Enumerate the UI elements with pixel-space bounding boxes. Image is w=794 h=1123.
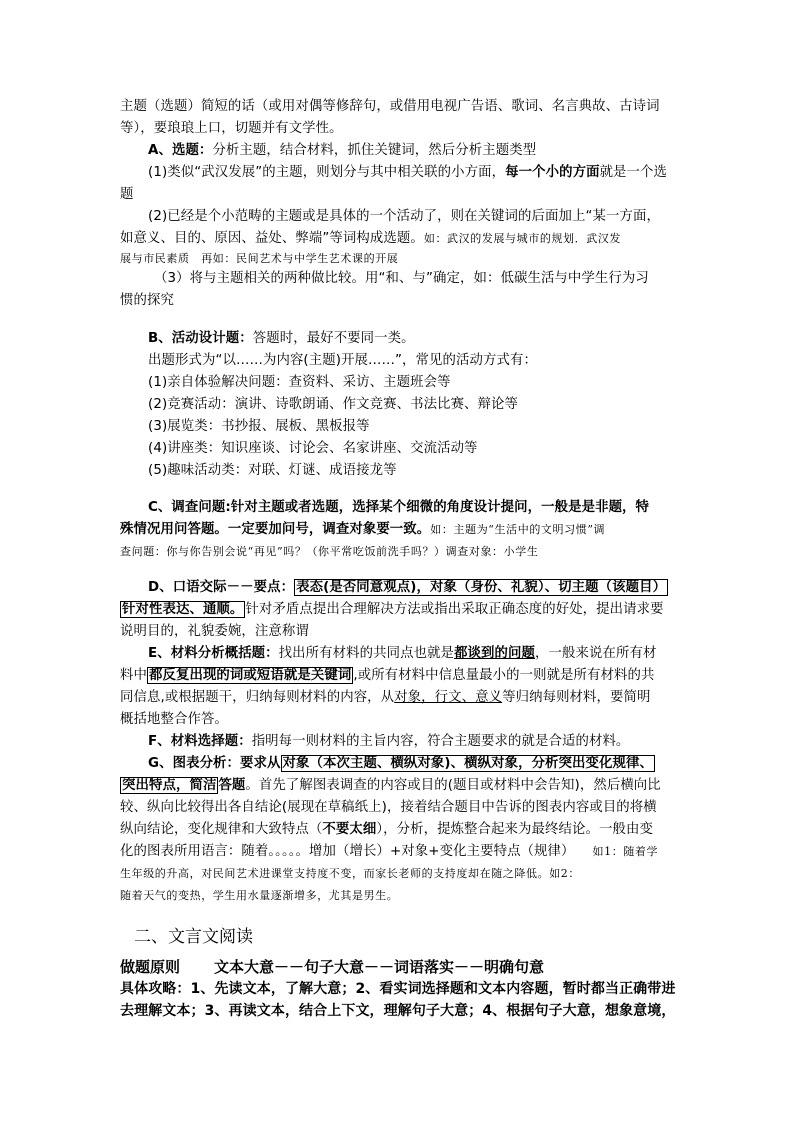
section-a-item-3-line-1: （3）将与主题相关的两种做比较。用“和、与”确定，如：低碳生活与中学生行为习 bbox=[154, 271, 649, 286]
section-g-title: G、图表分析：要求从 bbox=[148, 756, 281, 771]
g2-post: 。首先了解图表调查的内容或目的(题目或材料中会告知)，然后横向比 bbox=[245, 778, 661, 793]
c-example-cont: 查问题：你与你告别会说“再见”吗？（你平常吃饭前洗手吗？）调查对象：小学生 bbox=[120, 545, 539, 558]
section-e-line-1 bbox=[148, 643, 680, 665]
strategy-line-2: 去理解文本；3、再读文本，结合上下文，理解句子大意；4、根据句子大意，想象意境， bbox=[120, 1003, 676, 1019]
section-e-line-3 bbox=[120, 687, 680, 709]
section-a-title: A、选题： bbox=[148, 143, 213, 158]
section-d-line-1 bbox=[148, 577, 680, 599]
a1-post: 就是一个选 bbox=[599, 165, 668, 180]
e3-pre: 同信息,或根据题干，归纳每则材料的内容，从 bbox=[120, 690, 395, 705]
section-c-line-3 bbox=[120, 541, 680, 563]
section-c-line-1: C、调查问题:针对主题或者选题，选择某个细微的角度设计提问，一般是是非题，特 bbox=[148, 500, 650, 515]
section-b-item: (2)竞赛活动：演讲、诗歌朗诵、作文竞赛、书法比赛、辩论等 bbox=[148, 397, 519, 412]
section-f-title: F、材料选择题： bbox=[148, 734, 252, 749]
section-g-line-4 bbox=[120, 819, 680, 841]
intro-line-2: 等），要琅琅上口，切题并有文学性。 bbox=[120, 121, 343, 136]
section-b-text: 答题时，最好不要同一类。 bbox=[252, 331, 415, 346]
section-a-heading bbox=[148, 140, 680, 162]
section-d-line-2 bbox=[120, 599, 680, 621]
a1-bold: 每一个小的方面 bbox=[505, 165, 600, 180]
section-b-item: (5)趣味活动类：对联、灯谜、成语接龙等 bbox=[148, 463, 397, 478]
a1-pre: (1)类似“武汉发展”的主题，则划分与其中相关联的小方面， bbox=[148, 165, 506, 180]
g-boxed-2: 突出特点，简洁 bbox=[122, 778, 217, 793]
section-a-item-1 bbox=[148, 162, 680, 184]
principle-label: 做题原则 bbox=[120, 958, 181, 976]
section-b-item: (3)展览类：书抄报、展板、黑板报等 bbox=[148, 419, 370, 434]
section-b-intro: 出题形式为“以……为内容(主题)开展……”，常见的活动方式有： bbox=[148, 353, 537, 368]
g5-example: 如1：随着学 bbox=[592, 845, 659, 858]
section-b-item: (4)讲座类：知识座谈、讨论会、名家讲座、交流活动等 bbox=[148, 441, 478, 456]
g-boxed-1: 对象（本次主题、横纵对象)、横纵对象，分析突出变化规律、 bbox=[282, 756, 653, 771]
section-d-line-3: 说明目的，礼貌委婉，注意称谓 bbox=[120, 624, 309, 639]
principle-text: 文本大意－－句子大意－－词语落实－－明确句意 bbox=[214, 958, 545, 976]
d-boxed-2: 针对性表达、通顺。 bbox=[122, 602, 244, 617]
section-a-item-3-line-2: 惯的探究 bbox=[120, 293, 174, 308]
section-g-line-6 bbox=[120, 863, 680, 885]
a2-example: 如：武汉的发展与城市的规划．武汉发 bbox=[423, 232, 622, 245]
e-bold-underline: 都谈到的问题 bbox=[454, 646, 536, 661]
section-e-title: E、材料分析概括题： bbox=[148, 646, 279, 661]
g4-pre: 纵向结论，变化规律和大致特点（ bbox=[120, 822, 323, 837]
g4-bold: 不要太细 bbox=[322, 822, 377, 837]
strategy-line-1: 具体攻略：1、先读文本，了解大意；2、看实词选择题和文本内容题，暂时都当正确带进 bbox=[120, 981, 676, 997]
e3-post: 等归纳每则材料，要简明 bbox=[502, 690, 651, 705]
section-b-item: (1)亲自体验解决问题：查资料、采访、主题班会等 bbox=[148, 375, 451, 390]
d-boxed-1: 表态(是否同意观点)，对象（身份、礼貌）、切主题（该题目） bbox=[296, 580, 667, 595]
section-g-line-5 bbox=[120, 841, 680, 863]
g-bold: 答题 bbox=[218, 778, 246, 793]
section-b-heading bbox=[148, 328, 680, 350]
section-a-item-2-line-3 bbox=[120, 248, 680, 270]
section-a-item-2-line-1: (2)已经是个小范畴的主题或是具体的一个活动了，则在关键词的后面加上“某一方面， bbox=[148, 209, 660, 224]
section-b-title: B、活动设计题： bbox=[148, 331, 253, 346]
g7-example: 随着天气的变热，学生用水量逐渐增多，尤其是男生。 bbox=[120, 889, 399, 902]
e2-pre: 料中 bbox=[120, 668, 147, 683]
e-boxed: 都反复出现的词或短语就是关键词 bbox=[148, 668, 352, 683]
c-bold: 殊情况用问答题。一定要加问号，调查对象要一致。 bbox=[120, 522, 431, 537]
a2-main: 如意义、目的、原因、益处、弊端”等词构成选题。 bbox=[120, 231, 424, 246]
g5-main: 化的图表所用语言：随着。。。。。增加（增长）+对象+变化主要特点（规律） bbox=[120, 844, 575, 859]
section-c-line-2 bbox=[120, 519, 680, 541]
g6-example: 生年级的升高，对民间艺术进课堂支持度不变，而家长老师的支持度却在随之降低。如2： bbox=[120, 867, 580, 880]
section-g-line-7 bbox=[120, 885, 680, 907]
e-underline: 对象，行文、意义 bbox=[394, 690, 503, 705]
e2-post: ,或所有材料中信息量最小的一则就是所有材料的共 bbox=[353, 668, 655, 683]
g4-post: ），分析，提炼整合起来为最终结论。一般由变 bbox=[376, 822, 653, 837]
f-text: 指明每一则材料的主旨内容，符合主题要求的就是合适的材料。 bbox=[251, 734, 630, 749]
section-a-text: 分析主题，结合材料，抓住关键词，然后分析主题类型 bbox=[212, 143, 537, 158]
d-text: 针对矛盾点提出合理解决方法或指出采取正确态度的好处，提出请求要 bbox=[245, 602, 664, 617]
c-example: 如：主题为“生活中的文明习惯”调 bbox=[430, 523, 606, 536]
section-d-title: D、口语交际－－要点： bbox=[148, 580, 295, 595]
section-e-line-4: 概括地整合作答。 bbox=[120, 712, 228, 727]
section-f-line bbox=[148, 731, 680, 753]
section-g-line-3: 较、纵向比较得出各自结论(展现在草稿纸上)，接着结合题目中告诉的图表内容或目的将横 bbox=[120, 800, 657, 815]
intro-line-1: 主题（选题）简短的话（或用对偶等修辞句，或借用电视广告语、歌词、名言典故、古诗词 bbox=[120, 99, 660, 114]
section-e-line-2 bbox=[120, 665, 680, 687]
section-a-item-2-line-2 bbox=[120, 228, 680, 250]
e-pre: 找出所有材料的共同点也就是 bbox=[278, 646, 455, 661]
e-post: ，一般来说在所有材 bbox=[535, 646, 657, 661]
section-a-item-1-cont: 题 bbox=[120, 187, 134, 202]
section-g-line-2 bbox=[120, 775, 680, 797]
a2-example-cont: 展与市民素质 再如：民间艺术与中学生艺术课的开展 bbox=[120, 252, 399, 265]
principle-line bbox=[120, 955, 544, 979]
section-2-heading: 二、文言文阅读 bbox=[134, 927, 253, 947]
section-g-line-1 bbox=[148, 753, 680, 775]
